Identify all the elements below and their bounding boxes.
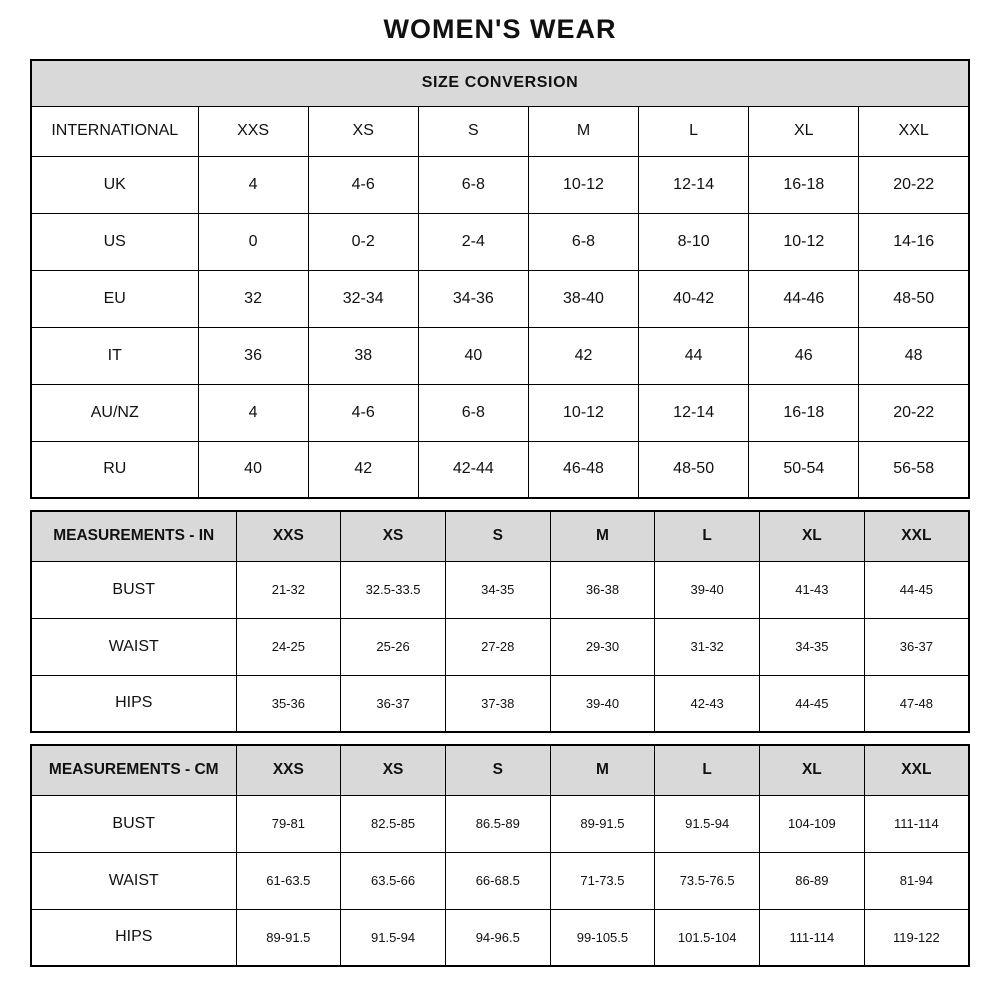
table-cell: 35-36 xyxy=(236,675,341,732)
measurements-inches-table xyxy=(30,510,970,733)
table-cell: 36 xyxy=(198,327,308,384)
table-cell: 4 xyxy=(198,384,308,441)
table-cell: 39-40 xyxy=(550,675,655,732)
page-title: WOMEN'S WEAR xyxy=(383,14,617,44)
table-cell: 34-35 xyxy=(445,561,550,618)
table-cell: 41-43 xyxy=(760,561,865,618)
column-header: M xyxy=(550,745,655,795)
table-cell: 29-30 xyxy=(550,618,655,675)
corner-header: MEASUREMENTS - IN xyxy=(31,511,236,561)
table-cell: 111-114 xyxy=(760,909,865,966)
table-cell: 10-12 xyxy=(749,213,859,270)
table-cell: 6-8 xyxy=(528,213,638,270)
table-cell: 12-14 xyxy=(639,384,749,441)
table-cell: 25-26 xyxy=(341,618,446,675)
row-header: RU xyxy=(31,441,198,498)
column-header: XL xyxy=(760,745,865,795)
corner-header: INTERNATIONAL xyxy=(31,106,198,156)
table-cell: 56-58 xyxy=(859,441,969,498)
table-cell: 42-43 xyxy=(655,675,760,732)
column-header: XXL xyxy=(864,511,969,561)
row-header: US xyxy=(31,213,198,270)
column-header: XXS xyxy=(236,745,341,795)
table-cell: 86.5-89 xyxy=(445,795,550,852)
column-header: L xyxy=(639,106,749,156)
row-header: BUST xyxy=(31,561,236,618)
column-header: L xyxy=(655,511,760,561)
table-row xyxy=(31,156,969,213)
table-cell: 38-40 xyxy=(528,270,638,327)
table-cell: 40 xyxy=(418,327,528,384)
table-cell: 89-91.5 xyxy=(236,909,341,966)
table-cell: 0-2 xyxy=(308,213,418,270)
table-cell: 66-68.5 xyxy=(445,852,550,909)
column-header: XL xyxy=(749,106,859,156)
table-cell: 4-6 xyxy=(308,156,418,213)
table-row xyxy=(31,795,969,852)
table-cell: 46-48 xyxy=(528,441,638,498)
column-header: XS xyxy=(341,511,446,561)
table-cell: 37-38 xyxy=(445,675,550,732)
table-cell: 10-12 xyxy=(528,384,638,441)
table-cell: 48-50 xyxy=(859,270,969,327)
table-cell: 39-40 xyxy=(655,561,760,618)
table-cell: 44-45 xyxy=(864,561,969,618)
table-cell: 42 xyxy=(528,327,638,384)
row-header: IT xyxy=(31,327,198,384)
table-cell: 42-44 xyxy=(418,441,528,498)
table-cell: 16-18 xyxy=(749,384,859,441)
table-row xyxy=(31,909,969,966)
table-cell: 48-50 xyxy=(639,441,749,498)
table-cell: 16-18 xyxy=(749,156,859,213)
row-header: UK xyxy=(31,156,198,213)
table-cell: 81-94 xyxy=(864,852,969,909)
corner-header: MEASUREMENTS - CM xyxy=(31,745,236,795)
table-cell: 24-25 xyxy=(236,618,341,675)
table-cell: 71-73.5 xyxy=(550,852,655,909)
table-cell: 89-91.5 xyxy=(550,795,655,852)
table-cell: 50-54 xyxy=(749,441,859,498)
row-header: WAIST xyxy=(31,852,236,909)
column-header: XXS xyxy=(198,106,308,156)
table-row xyxy=(31,384,969,441)
table-cell: 38 xyxy=(308,327,418,384)
column-header: XL xyxy=(760,511,865,561)
column-header: XXS xyxy=(236,511,341,561)
table-row xyxy=(31,213,969,270)
column-header: XXL xyxy=(864,745,969,795)
table-cell: 8-10 xyxy=(639,213,749,270)
table-cell: 36-37 xyxy=(341,675,446,732)
row-header: HIPS xyxy=(31,909,236,966)
column-header: L xyxy=(655,745,760,795)
table-cell: 61-63.5 xyxy=(236,852,341,909)
table-row xyxy=(31,441,969,498)
table-cell: 99-105.5 xyxy=(550,909,655,966)
table-row xyxy=(31,327,969,384)
table-cell: 2-4 xyxy=(418,213,528,270)
table-cell: 44-46 xyxy=(749,270,859,327)
table-cell: 32-34 xyxy=(308,270,418,327)
table-cell: 44-45 xyxy=(760,675,865,732)
row-header: HIPS xyxy=(31,675,236,732)
table-cell: 4 xyxy=(198,156,308,213)
table-cell: 4-6 xyxy=(308,384,418,441)
table-cell: 42 xyxy=(308,441,418,498)
column-header: XS xyxy=(308,106,418,156)
table-cell: 20-22 xyxy=(859,156,969,213)
table-cell: 46 xyxy=(749,327,859,384)
table-cell: 20-22 xyxy=(859,384,969,441)
table-cell: 31-32 xyxy=(655,618,760,675)
table-cell: 79-81 xyxy=(236,795,341,852)
table-cell: 86-89 xyxy=(760,852,865,909)
table-cell: 27-28 xyxy=(445,618,550,675)
measurements-centimeters-table xyxy=(30,744,970,967)
table-cell: 63.5-66 xyxy=(341,852,446,909)
table-cell: 32.5-33.5 xyxy=(341,561,446,618)
row-header: AU/NZ xyxy=(31,384,198,441)
row-header: EU xyxy=(31,270,198,327)
table-cell: 32 xyxy=(198,270,308,327)
table-cell: 47-48 xyxy=(864,675,969,732)
table-cell: 10-12 xyxy=(528,156,638,213)
column-header: S xyxy=(418,106,528,156)
size-conversion-table xyxy=(30,59,970,499)
table-cell: 94-96.5 xyxy=(445,909,550,966)
table-cell: 14-16 xyxy=(859,213,969,270)
table-cell: 104-109 xyxy=(760,795,865,852)
table-cell: 111-114 xyxy=(864,795,969,852)
column-header: XS xyxy=(341,745,446,795)
table-cell: 34-35 xyxy=(760,618,865,675)
column-header: S xyxy=(445,745,550,795)
column-header: S xyxy=(445,511,550,561)
table-cell: 101.5-104 xyxy=(655,909,760,966)
table-row xyxy=(31,852,969,909)
table-row xyxy=(31,270,969,327)
table-cell: 36-37 xyxy=(864,618,969,675)
table-cell: 91.5-94 xyxy=(341,909,446,966)
table-cell: 21-32 xyxy=(236,561,341,618)
table-cell: 44 xyxy=(639,327,749,384)
table-cell: 48 xyxy=(859,327,969,384)
table-title: SIZE CONVERSION xyxy=(31,60,969,106)
table-cell: 40-42 xyxy=(639,270,749,327)
table-cell: 6-8 xyxy=(418,156,528,213)
column-header: XXL xyxy=(859,106,969,156)
table-row xyxy=(31,561,969,618)
table-cell: 0 xyxy=(198,213,308,270)
table-cell: 6-8 xyxy=(418,384,528,441)
table-cell: 12-14 xyxy=(639,156,749,213)
table-cell: 91.5-94 xyxy=(655,795,760,852)
table-cell: 119-122 xyxy=(864,909,969,966)
table-cell: 82.5-85 xyxy=(341,795,446,852)
table-row xyxy=(31,618,969,675)
table-cell: 40 xyxy=(198,441,308,498)
table-cell: 36-38 xyxy=(550,561,655,618)
table-cell: 73.5-76.5 xyxy=(655,852,760,909)
row-header: BUST xyxy=(31,795,236,852)
column-header: M xyxy=(528,106,638,156)
table-cell: 34-36 xyxy=(418,270,528,327)
column-header: M xyxy=(550,511,655,561)
table-row xyxy=(31,675,969,732)
row-header: WAIST xyxy=(31,618,236,675)
